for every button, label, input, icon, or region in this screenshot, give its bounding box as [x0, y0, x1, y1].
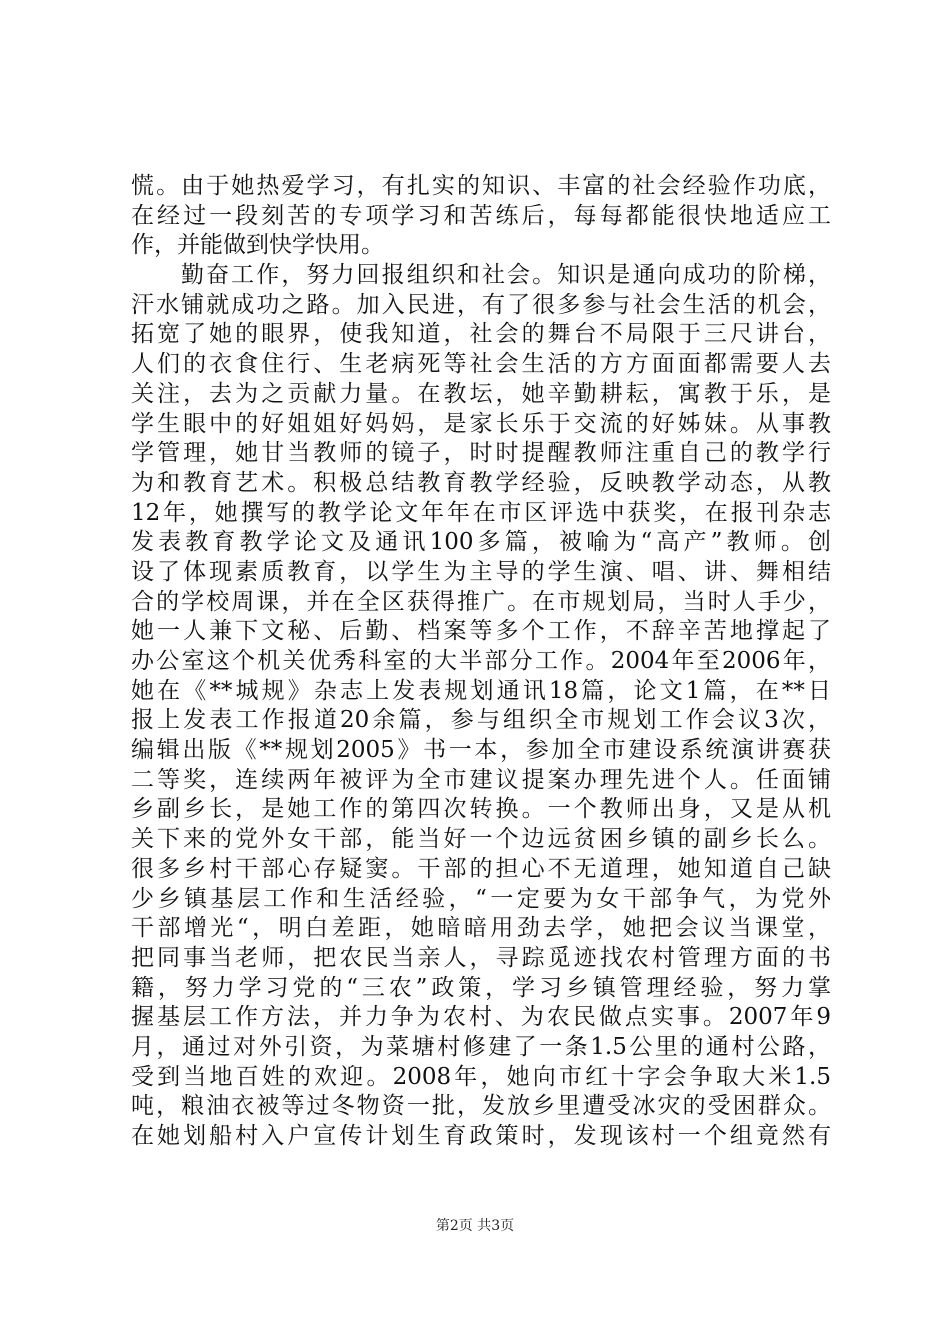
text-line: 少乡镇基层工作和生活经验，“一定要为女干部争气，为党外: [131, 885, 831, 912]
text-line: 握基层工作方法，并力争为农村、为农民做点实事。2007年9: [131, 1004, 831, 1031]
text-line: 报上发表工作报道20余篇，参与组织全市规划工作会议3次，: [131, 707, 831, 734]
body-text: [131, 172, 831, 1152]
text-line: 很多乡村干部心存疑窦。干部的担心不无道理，她知道自己缺: [131, 855, 831, 882]
text-line: 汗水铺就成功之路。加入民进，有了很多参与社会生活的机会，: [131, 291, 831, 318]
text-line: 受到当地百姓的欢迎。2008年，她向市红十字会争取大米1.5: [131, 1063, 831, 1090]
text-line: 她在《**城规》杂志上发表规划通讯18篇，论文1篇，在**日: [131, 677, 831, 704]
text-line: 慌。由于她热爱学习，有扎实的知识、丰富的社会经验作功底，: [131, 173, 831, 199]
text-line: 拓宽了她的眼界，使我知道，社会的舞台不局限于三尺讲台，: [131, 321, 831, 348]
text-line: 月，通过对外引资，为菜塘村修建了一条1.5公里的通村公路，: [131, 1033, 831, 1060]
text-line: 乡副乡长，是她工作的第四次转换。一个教师出身，又是从机: [131, 796, 831, 823]
text-line: 吨，粮油衣被等过冬物资一批，发放乡里遭受冰灾的受困群众。: [131, 1093, 831, 1120]
text-line: 办公室这个机关优秀科室的大半部分工作。2004年至2006年，: [131, 648, 831, 674]
text-line: 人们的衣食住行、生老病死等社会生活的方方面面都需要人去: [131, 351, 831, 378]
text-line: 在她划船村入户宣传计划生育政策时，发现该村一个组竟然有: [131, 1123, 831, 1149]
text-line: 编辑出版《**规划2005》书一本，参加全市建设系统演讲赛获: [131, 737, 831, 764]
text-line: 籍，努力学习党的“三农”政策，学习乡镇管理经验，努力掌: [131, 974, 831, 1001]
text-line: 发表教育教学论文及通讯100多篇，被喻为“高产”教师。创: [131, 529, 831, 556]
text-line: 关注，去为之贡献力量。在教坛，她辛勤耕耘，寓教于乐，是: [131, 380, 831, 407]
text-line: 二等奖，连续两年被评为全市建议提案办理先进个人。任面铺: [131, 766, 831, 793]
text-line: 12年，她撰写的教学论文年年在市区评选中获奖，在报刊杂志: [131, 499, 831, 526]
text-line: 学生眼中的好姐姐好妈妈，是家长乐于交流的好姊妹。从事教: [131, 410, 831, 437]
text-line: 作，并能做到快学快用。: [131, 232, 384, 259]
text-line: 她一人兼下文秘、后勤、档案等多个工作，不辞辛苦地撑起了: [131, 618, 831, 645]
text-line: 学管理，她甘当教师的镜子，时时提醒教师注重自己的教学行: [131, 440, 831, 467]
text-line: 干部增光“，明白差距，她暗暗用劲去学，她把会议当课堂，: [131, 915, 831, 942]
text-line: 把同事当老师，把农民当亲人，寻踪觅迹找农村管理方面的书: [131, 944, 831, 971]
page-footer: [0, 1216, 950, 1236]
text-line: 为和教育艺术。积极总结教育教学经验，反映教学动态，从教: [131, 469, 831, 496]
text-line: 勤奋工作，努力回报组织和社会。知识是通向成功的阶梯，: [181, 262, 831, 289]
text-line: 关下来的党外女干部，能当好一个边远贫困乡镇的副乡长么。: [131, 826, 831, 853]
text-line: 合的学校周课，并在全区获得推广。在市规划局，当时人手少，: [131, 588, 831, 615]
text-line: 设了体现素质教育，以学生为主导的学生演、唱、讲、舞相结: [131, 558, 831, 585]
page-number: 第2页 共3页: [435, 1218, 515, 1234]
text-line: 在经过一段刻苦的专项学习和苦练后，每每都能很快地适应工: [131, 202, 831, 229]
